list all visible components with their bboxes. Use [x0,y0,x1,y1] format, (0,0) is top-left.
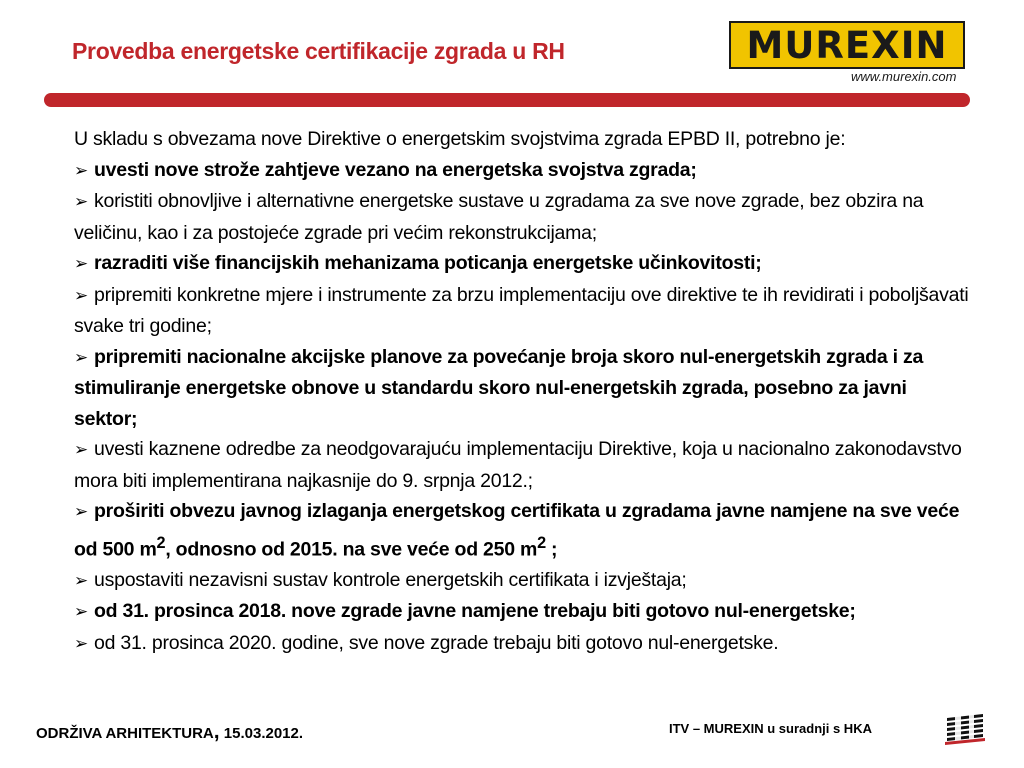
murexin-logo[interactable] [729,21,965,69]
footer-comma: , [213,720,220,743]
list-item [74,342,974,435]
arrow-bullet-icon: ➢ [74,440,88,460]
list-item [74,434,974,496]
arrow-bullet-icon: ➢ [74,570,88,591]
list-item-text: koristiti obnovljive i alternativne energetske sustave u zgradama za sve nove zgrade, bez obzira na veličinu, kao i za postojeće zgrade pri većim rekonstrukcijama; [74,190,924,244]
arrow-bullet-icon: ➢ [74,502,88,522]
hka-logo-icon [943,712,987,746]
list-item-text: od 31. prosinca 2020. godine, sve nove zgrade trebaju biti gotovo nul-energetske. [94,631,779,654]
arrow-bullet-icon: ➢ [74,254,88,274]
footer-date: 15.03.2012. [219,725,304,742]
arrow-bullet-icon: ➢ [74,192,88,212]
list-item [74,628,974,660]
list-item-text: proširiti obvezu javnog izlaganja energetskog certifikata u zgradama javne namjene na sve veće od 500 m [74,500,960,560]
footer-event-name: ODRŽIVA ARHITEKTURA [36,725,214,742]
logo-text: MUREXIN [746,23,948,67]
list-item-text: uvesti kaznene odredbe za neodgovarajuću implementaciju Direktive, koja u nacionalno zakonodavstvo mora biti implementirana najkasnije do 9. srpnja 2012.; [74,438,962,492]
list-item-text: razraditi više financijskih mehanizama poticanja energetske učinkovitosti; [94,252,762,274]
list-item-text: ; [545,538,558,560]
list-item [74,280,974,342]
list-item [74,496,974,565]
list-item-text: uvesti nove strože zahtjeve vezano na energetska svojstva zgrada; [94,158,697,181]
list-item [74,565,974,597]
list-item [74,186,974,248]
page-title: Provedba energetske certifikacije zgrada u RH [72,38,565,64]
superscript: 2 [537,533,546,552]
footer-organizer: ITV – MUREXIN u suradnji s HKA [669,721,872,736]
arrow-bullet-icon: ➢ [74,602,88,622]
arrow-bullet-icon: ➢ [74,285,88,306]
superscript: 2 [156,533,166,552]
arrow-bullet-icon: ➢ [74,347,88,368]
list-item-text: od 31. prosinca 2018. nove zgrade javne namjene trebaju biti gotovo nul-energetske; [94,600,856,622]
list-item-text: pripremiti nacionalne akcijske planove za povećanje broja skoro nul-energetskih zgrada i za stimuliranje energetske obnove u standardu skoro nul-energetskih zgrada, posebno za javni sektor; [74,345,924,430]
header-divider [44,93,970,107]
list-item [74,248,974,280]
website-link[interactable]: www.murexin.com [851,69,957,84]
main-content [74,124,974,659]
list-item-text: pripremiti konkretne mjere i instrumente za brzu implementaciju ove direktive te ih revidirati i poboljšavati svake tri godine; [74,283,969,337]
list-item-text: , odnosno od 2015. na sve veće od 250 m [165,538,538,560]
intro-text: U skladu s obvezama nove Direktive o energetskim svojstvima zgrada EPBD II, potrebno je: [74,128,846,150]
list-item [74,596,974,628]
list-item [74,155,974,187]
footer-event [36,720,303,744]
arrow-bullet-icon: ➢ [74,160,88,181]
arrow-bullet-icon: ➢ [74,633,88,654]
list-item-text: uspostaviti nezavisni sustav kontrole energetskih certifikata i izvještaja; [94,568,687,591]
